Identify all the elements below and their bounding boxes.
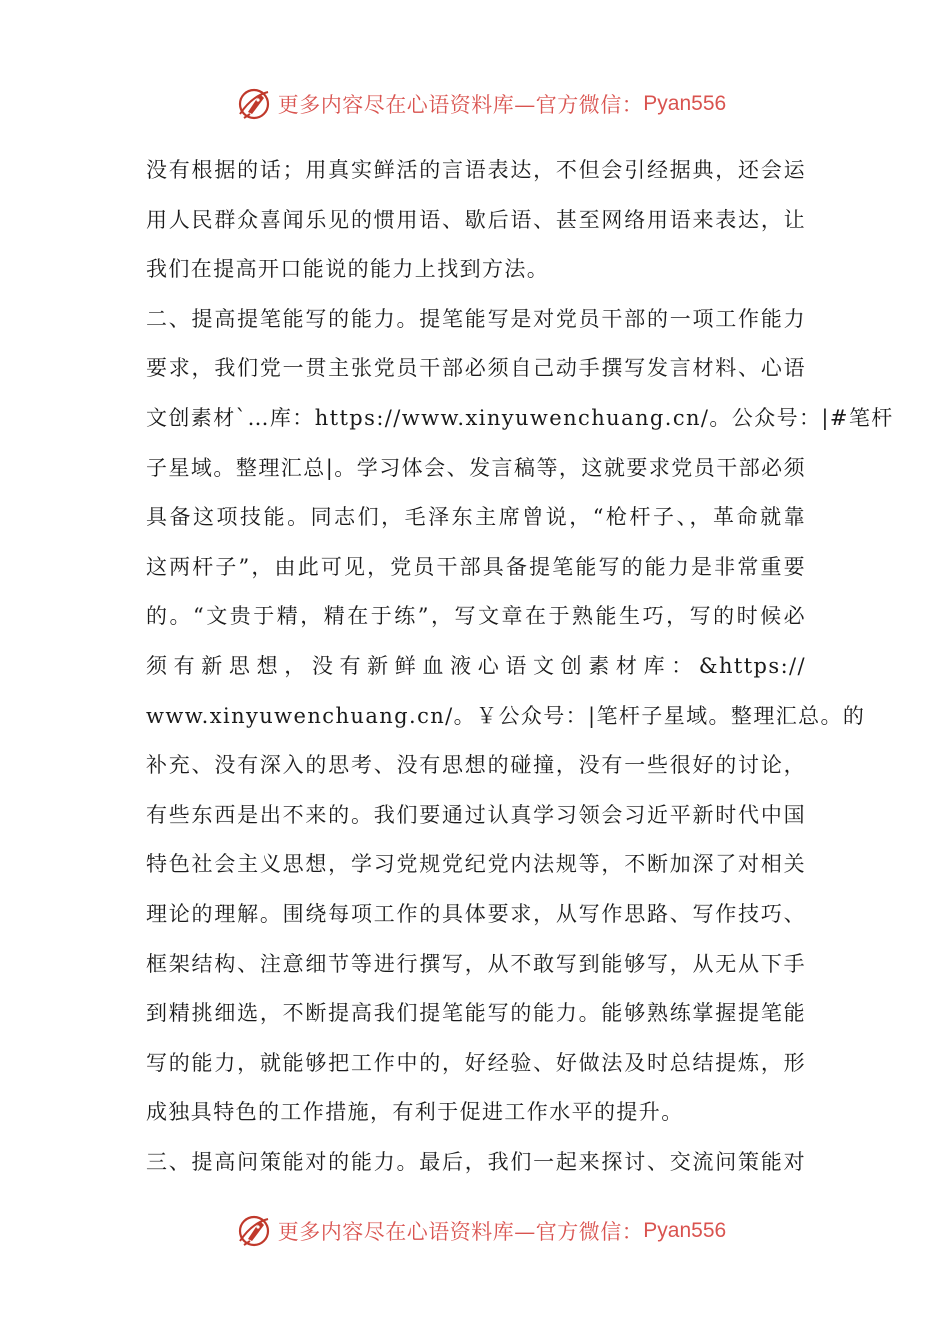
header-banner-inner — [234, 84, 726, 124]
pen-nib-logo-icon — [234, 1211, 274, 1251]
body-line: 用人民群众喜闻乐见的惯用语、歇后语、甚至网络用语来表达，让 — [146, 207, 806, 232]
body-line: 具备这项技能。同志们，毛泽东主席曾说，“枪杆子、，革命就靠 — [146, 505, 806, 530]
body-line: 这两杆子”，由此可见，党员干部具备提笔能写的能力是非常重要 — [146, 554, 806, 579]
body-line: 的。“文贵于精，精在于练”，写文章在于熟能生巧，写的时候必 — [146, 604, 806, 629]
body-line: 要求，我们党一贯主张党员干部必须自己动手撰写发言材料、心语 — [146, 356, 806, 381]
pen-nib-logo-icon — [234, 84, 274, 124]
body-line: 成独具特色的工作措施，有利于促进工作水平的提升。 — [146, 1100, 684, 1125]
body-line: 理论的理解。围绕每项工作的具体要求，从写作思路、写作技巧、 — [146, 901, 806, 926]
footer-wechat-id: Pyan556 — [643, 1219, 727, 1242]
header-banner — [0, 80, 950, 128]
document-body — [146, 146, 894, 1187]
body-line: 写的能力，就能够把工作中的，好经验、好做法及时总结提炼，形 — [146, 1050, 806, 1075]
footer-banner-text: 更多内容尽在心语资料库—官方微信： — [277, 1220, 644, 1244]
body-line: 子星域。整理汇总|。学习体会、发言稿等，这就要求党员干部必须 — [146, 455, 806, 480]
body-line: 框架结构、注意细节等进行撰写，从不敢写到能够写，从无从下手 — [146, 951, 806, 976]
body-line: 到精挑细选，不断提高我们提笔能写的能力。能够熟练掌握提笔能 — [146, 1001, 806, 1026]
body-line: 特色社会主义思想，学习党规党纪党内法规等，不断加深了对相关 — [146, 852, 806, 877]
body-line: 补充、没有深入的思考、没有思想的碰撞，没有一些很好的讨论， — [146, 753, 806, 778]
body-line: 须有新思想，没有新鲜血液心语文创素材库：&https:// — [146, 653, 806, 678]
body-line: www.xinyuwenchuang.cn/。￥公众号：|笔杆子星域。整理汇总。的 — [146, 703, 866, 728]
footer-banner-inner — [234, 1211, 726, 1251]
header-banner-text: 更多内容尽在心语资料库—官方微信： — [277, 93, 644, 117]
body-line: 三、提高问策能对的能力。最后，我们一起来探讨、交流问策能对 — [146, 1149, 806, 1174]
body-line: 我们在提高开口能说的能力上找到方法。 — [146, 257, 550, 282]
body-line: 没有根据的话；用真实鲜活的言语表达，不但会引经据典，还会运 — [146, 158, 806, 182]
footer-banner — [0, 1207, 950, 1255]
header-wechat-id: Pyan556 — [643, 92, 727, 115]
body-line: 有些东西是出不来的。我们要通过认真学习领会习近平新时代中国 — [146, 802, 806, 827]
body-line: 二、提高提笔能写的能力。提笔能写是对党员干部的一项工作能力 — [146, 306, 806, 331]
body-line: 文创素材`…库：https://www.xinyuwenchuang.cn/。公众号：|#笔杆 — [146, 405, 894, 430]
